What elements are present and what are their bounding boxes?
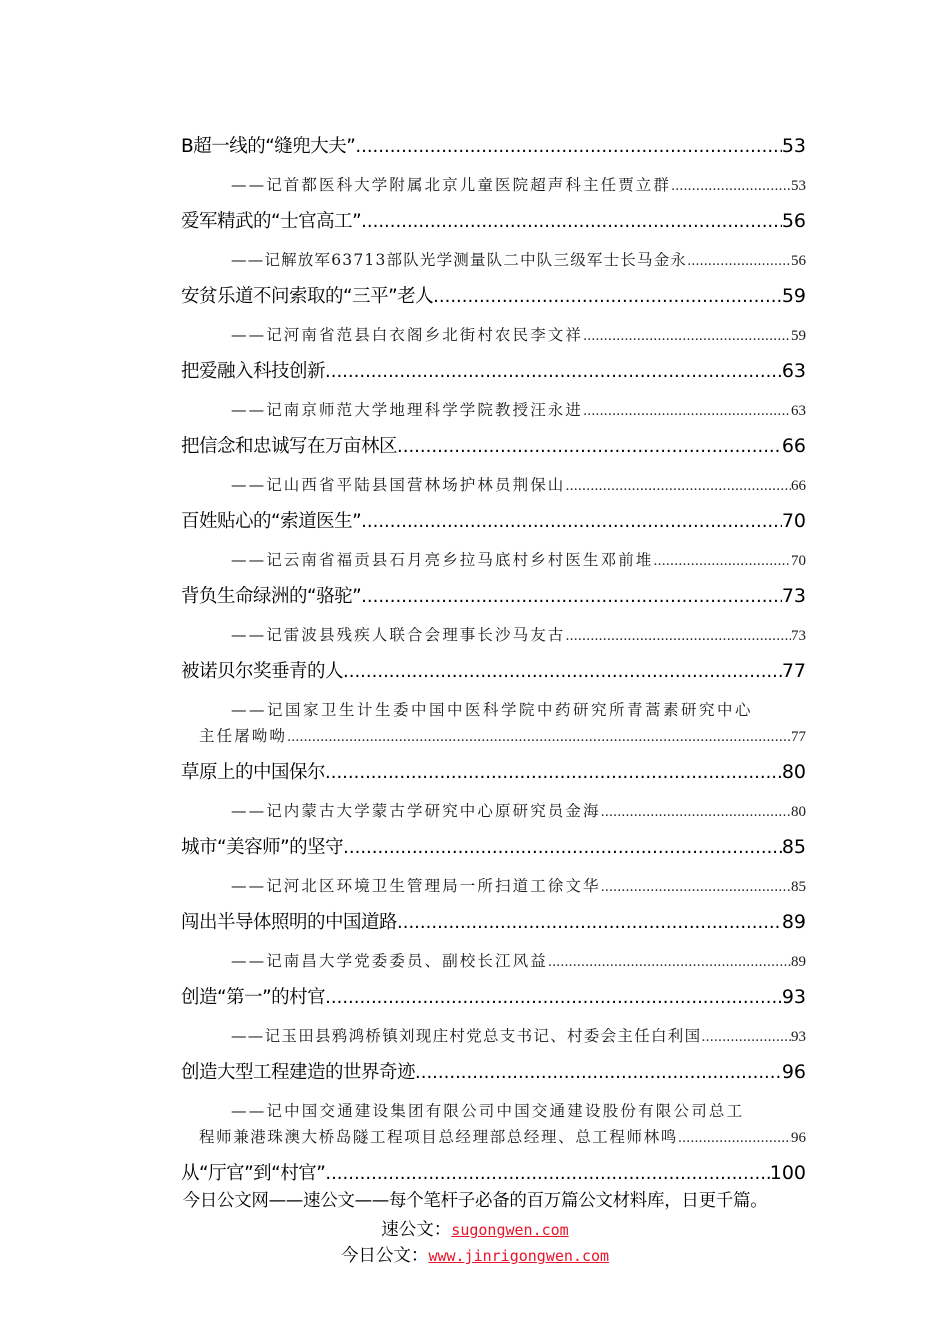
toc-entry [181,754,806,829]
toc-page-number: 59 [791,328,806,344]
dot-leader [653,554,791,569]
dot-leader [361,511,782,532]
toc-subtitle: ——记河北区环境卫生管理局一所扫道工徐文华 [231,877,601,895]
toc-page-number: 77 [781,660,806,682]
toc-title: 从“厅官”到“村官” [181,1163,326,1184]
toc-page-number: 85 [781,836,806,858]
toc-page-number: 93 [781,986,806,1008]
toc-subtitle-row[interactable] [181,390,806,428]
toc-page-number: 73 [781,585,806,607]
toc-subtitle-row[interactable] [181,615,806,653]
toc-title-row[interactable] [181,829,806,866]
dot-leader [325,762,782,783]
toc-entry [181,1054,806,1155]
toc-page-number: 96 [781,1061,806,1083]
toc-page-number: 89 [791,954,806,970]
toc-subtitle: ——记玉田县鸦鸿桥镇刘现庄村党总支书记、村委会主任白利国 [231,1027,702,1045]
toc-title-row[interactable] [181,1054,806,1091]
toc-title-row[interactable] [181,754,806,791]
toc-title-row[interactable] [181,203,806,240]
dot-leader [325,1163,769,1184]
toc-entry [181,979,806,1054]
toc-subtitle: ——记内蒙古大学蒙古学研究中心原研究员金海 [231,802,601,820]
dot-leader [548,955,791,970]
toc-title: 把信念和忠诚写在万亩林区 [181,436,398,457]
toc-entry [181,829,806,904]
dot-leader [355,136,781,157]
site2-label: 今日公文： [340,1246,429,1266]
toc-title-row[interactable] [181,428,806,465]
toc-subtitle-row[interactable] [181,941,806,979]
toc-title: B超一线的“缝兜大夫” [181,136,356,157]
toc-title-row[interactable] [181,653,806,690]
toc-title: 背负生命绿洲的“骆驼” [181,586,362,607]
toc-title: 百姓贴心的“索道医生” [181,511,362,532]
table-of-contents [181,128,806,1192]
toc-subtitle-row[interactable] [181,165,806,203]
toc-page-number: 66 [781,435,806,457]
dot-leader [343,661,782,682]
dot-leader [583,404,791,419]
toc-title: 爱军精武的“士官高工” [181,211,362,232]
toc-page-number: 96 [791,1130,806,1146]
toc-page-number: 53 [781,135,806,157]
toc-subtitle: ——记解放军63713部队光学测量队二中队三级军士长马金永 [231,251,688,269]
toc-page-number: 56 [781,210,806,232]
toc-subtitle-line2: 程师兼港珠澳大桥岛隧工程项目总经理部总经理、总工程师林鸣 [199,1128,678,1146]
toc-entry [181,128,806,203]
dot-leader [583,329,791,344]
toc-subtitle-row[interactable] [181,791,806,829]
toc-subtitle-line1[interactable]: ——记国家卫生计生委中国中医科学院中药研究所青蒿素研究中心 [231,701,754,719]
toc-subtitle-line1[interactable]: ——记中国交通建设集团有限公司中国交通建设股份有限公司总工 [231,1102,745,1120]
toc-title: 创造“第一”的村官 [181,987,326,1008]
toc-subtitle-line2: 主任屠呦呦 [199,727,288,745]
dot-leader [361,211,782,232]
toc-subtitle: ——记南京师范大学地理科学学院教授汪永进 [231,401,584,419]
footer-tagline: 今日公文网——速公文——每个笔杆子必备的百万篇公文材料库，日更千篇。 [182,1191,768,1211]
toc-subtitle-row[interactable] [181,724,806,754]
toc-entry [181,503,806,578]
dot-leader [397,912,782,933]
dot-leader [287,730,791,745]
toc-page-number: 80 [791,804,806,820]
toc-title-row[interactable] [181,128,806,165]
toc-entry [181,578,806,653]
toc-title-row[interactable] [181,353,806,390]
dot-leader [325,987,782,1008]
toc-subtitle-row[interactable] [181,1016,806,1054]
dot-leader [565,629,791,644]
site1-label: 速公文： [381,1220,452,1240]
toc-title: 创造大型工程建造的世界奇迹 [181,1062,416,1083]
toc-entry [181,904,806,979]
dot-leader [343,837,782,858]
toc-title: 把爱融入科技创新 [181,361,326,382]
toc-subtitle: ——记山西省平陆县国营林场护林员荆保山 [231,476,566,494]
toc-page-number: 77 [791,729,806,745]
dot-leader [678,1131,791,1146]
site2-link[interactable]: www.jinrigongwen.com [428,1247,610,1265]
toc-entry [181,653,806,754]
toc-title: 被诺贝尔奖垂青的人 [181,661,344,682]
dot-leader [361,586,782,607]
toc-subtitle-row[interactable] [181,240,806,278]
toc-page-number: 63 [791,403,806,419]
toc-page-number: 73 [791,628,806,644]
dot-leader [397,436,782,457]
dot-leader [701,1030,791,1045]
toc-page-number: 56 [791,253,806,269]
toc-subtitle-row[interactable] [181,540,806,578]
footer-site1 [0,1216,950,1241]
toc-title: 安贫乐道不问索取的“三平”老人 [181,286,434,307]
toc-page-number: 100 [769,1162,806,1184]
toc-title-row[interactable] [181,578,806,615]
toc-entry [181,203,806,278]
dot-leader [601,880,791,895]
toc-page-number: 70 [791,553,806,569]
dot-leader [601,805,791,820]
toc-subtitle: ——记南昌大学党委委员、副校长江风益 [231,952,548,970]
toc-subtitle: ——记首都医科大学附属北京儿童医院超声科主任贾立群 [231,176,672,194]
toc-entry [181,278,806,353]
toc-subtitle: ——记云南省福贡县石月亮乡拉马底村乡村医生邓前堆 [231,551,654,569]
site1-link[interactable]: sugongwen.com [451,1221,569,1239]
toc-subtitle-row[interactable] [181,1125,806,1155]
toc-page-number: 59 [781,285,806,307]
dot-leader [433,286,782,307]
toc-title-row[interactable] [181,278,806,315]
toc-title-row[interactable] [181,503,806,540]
toc-title: 城市“美容师”的坚守 [181,837,344,858]
toc-page-number: 63 [781,360,806,382]
toc-page-number: 89 [781,911,806,933]
toc-entry [181,353,806,428]
toc-title-row[interactable] [181,904,806,941]
dot-leader [687,254,791,269]
toc-subtitle-row[interactable] [181,465,806,503]
dot-leader [671,179,791,194]
dot-leader [325,361,782,382]
toc-subtitle: ——记雷波县残疾人联合会理事长沙马友古 [231,626,566,644]
dot-leader [415,1062,782,1083]
toc-page-number: 80 [781,761,806,783]
toc-title: 草原上的中国保尔 [181,762,326,783]
footer-site2 [0,1242,950,1267]
toc-subtitle: ——记河南省范县白衣阁乡北街村农民李文祥 [231,326,584,344]
toc-page-number: 93 [791,1029,806,1045]
toc-page-number: 66 [791,478,806,494]
toc-page-number: 85 [791,879,806,895]
toc-title-row[interactable] [181,979,806,1016]
dot-leader [565,479,791,494]
toc-subtitle-row[interactable] [181,315,806,353]
toc-page-number: 53 [791,178,806,194]
toc-entry [181,428,806,503]
toc-subtitle-row[interactable] [181,866,806,904]
toc-title: 闯出半导体照明的中国道路 [181,912,398,933]
toc-page-number: 70 [781,510,806,532]
